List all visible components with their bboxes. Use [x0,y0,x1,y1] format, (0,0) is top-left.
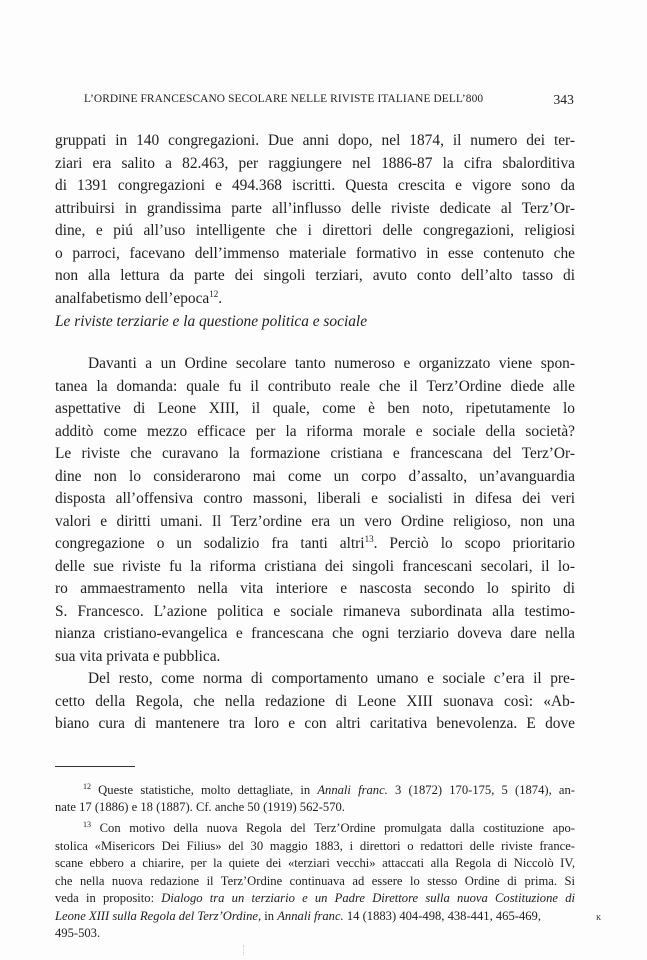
footnote-line [55,890,575,906]
body-line: Del resto, come norma di comportamento umano e sociale c’era il pre- [88,670,575,687]
footnote-text: 3 (1872) 170-175, 5 (1874), an- [387,783,575,797]
footnote-italic: Leone XIII sulla Regola del Terz’Ordine, [55,908,262,923]
footnote-italic: Annali franc. [277,908,344,923]
body-line: ro ammaestramento nella vita interiore e nascosta secondo lo spirito di [55,580,575,597]
footnote-line: 495-503. [55,926,101,940]
body-text: . [218,289,223,307]
footnote-italic: Dialogo tra un terziario e un Padre Direttore sulla nuova Costituzione di [161,891,575,905]
body-line: S. Francesco. L’azione politica e sociale rimaneva subordinata alla testimo- [55,602,575,620]
body-line: nianza cristiano-evangelica e francescana che ogni terziario doveva dare nella [55,625,575,642]
footnote-italic: Annali franc. [317,783,388,797]
running-header [84,93,574,109]
body-line: aspettative di Leone XIII, il quale, come è ben noto, ripetutamente lo [55,400,575,417]
body-line: dine, e piú all’uso intelligente che i direttori delle congregazioni, religiosi [55,222,575,239]
footnote-separator [55,766,135,767]
body-line: non alla lettura da parte dei singoli terziari, avuto conto dell’alto tasso di [55,267,575,284]
footnote-text: Queste statistiche, molto dettagliate, in [91,783,318,797]
footnote-13 [55,820,575,836]
footnote-12 [55,782,575,798]
body-line: sua vita privata e pubblica. [55,647,221,665]
footnote-line: stolica «Misericors Dei Filius» del 30 maggio 1883, i direttori o redattori delle riviste france- [55,838,575,853]
body-line: Le riviste che curavano la formazione cristiana e francescana del Terz’Or- [55,445,575,462]
body-line: gruppati in 140 congregazioni. Due anni dopo, nel 1874, il numero dei ter- [55,132,575,149]
footnote-text: veda in proposito: [55,891,162,905]
body-line: attribuirsi in grandissima parte all’influsso delle riviste dedicate al Terz’Or- [55,199,575,217]
body-line [55,534,575,554]
body-text: analfabetismo dell’epoca [55,289,210,307]
footnote-text: in [261,908,278,923]
margin-mark: ĸ [596,912,601,923]
body-line: tanea la domanda: quale fu il contributo reale che il Terz’Ordine diede alle [55,377,575,395]
body-line: dine non lo considerarono mai come un corpo d’assalto, un’avanguardia [55,467,575,485]
footnote-text: 14 (1883) 404-498, 438-441, 465-469, [343,908,541,923]
body-line: valori e diritti umani. Il Terz’ordine era un vero Ordine religioso, non una [55,512,575,530]
body-line: biano cura di mantenere tra loro e con altri caritativa benevolenza. E dove [55,715,575,732]
body-text: . Perciò lo scopo prioritario [373,535,575,552]
footnote-number: 13 [83,820,91,829]
body-line: delle sue riviste fu la riforma cristiana dei singoli francescani secolari, il lo- [55,557,575,575]
body-line: di 1391 congregazioni e 494.368 iscritti. Questa crescita e vigore sono da [55,177,575,194]
body-line: disposta all’offensiva contro massoni, liberali e socialisti in difesa dei veri [55,490,575,507]
footnote-number: 12 [83,782,91,791]
footnote-line [55,908,575,924]
page-number: 343 [553,92,574,107]
scan-artifact [243,945,245,955]
body-line [55,289,575,309]
body-line: o parroci, facevano dell’immenso materiale formativo in esse contenuto che [55,244,575,262]
body-line: ziari era salito a 82.463, per raggiungere nel 1886-87 la cifra sbalorditiva [55,154,575,172]
footnote-text: Con motivo della nuova Regola del Terz’Ordine promulgata dalla costituzione apo- [91,821,575,835]
footnote-line: nate 17 (1886) e 18 (1887). Cf. anche 50 (1919) 562-570. [55,800,345,814]
footnote-line: che nella nuova redazione il Terz’Ordine continuava ad essere lo stesso Ordine di prima. Si [55,873,575,888]
footnote-ref-13[interactable]: 13 [364,534,374,544]
body-line: Davanti a un Ordine secolare tanto numeroso e organizzato viene spon- [88,355,575,372]
body-line: additò come mezzo efficace per la riforma morale e sociale della società? [55,422,575,440]
body-line: cetto della Regola, che nella redazione di Leone XIII suonava così: «Ab- [55,692,575,710]
footnote-ref-12[interactable]: 12 [209,288,219,299]
running-title: L’ORDINE FRANCESCANO SECOLARE NELLE RIVISTE ITALIANE DELL’800 [84,93,484,105]
body-text: congregazione o un sodalizio fra tanti altri [55,535,365,552]
footnote-line: scane ebbero a chiarire, per la quiete dei «terziari vecchi» attaccati alla Regola di Niccolò IV, [55,856,575,870]
section-heading: Le riviste terziarie e la questione politica e sociale [55,313,368,330]
